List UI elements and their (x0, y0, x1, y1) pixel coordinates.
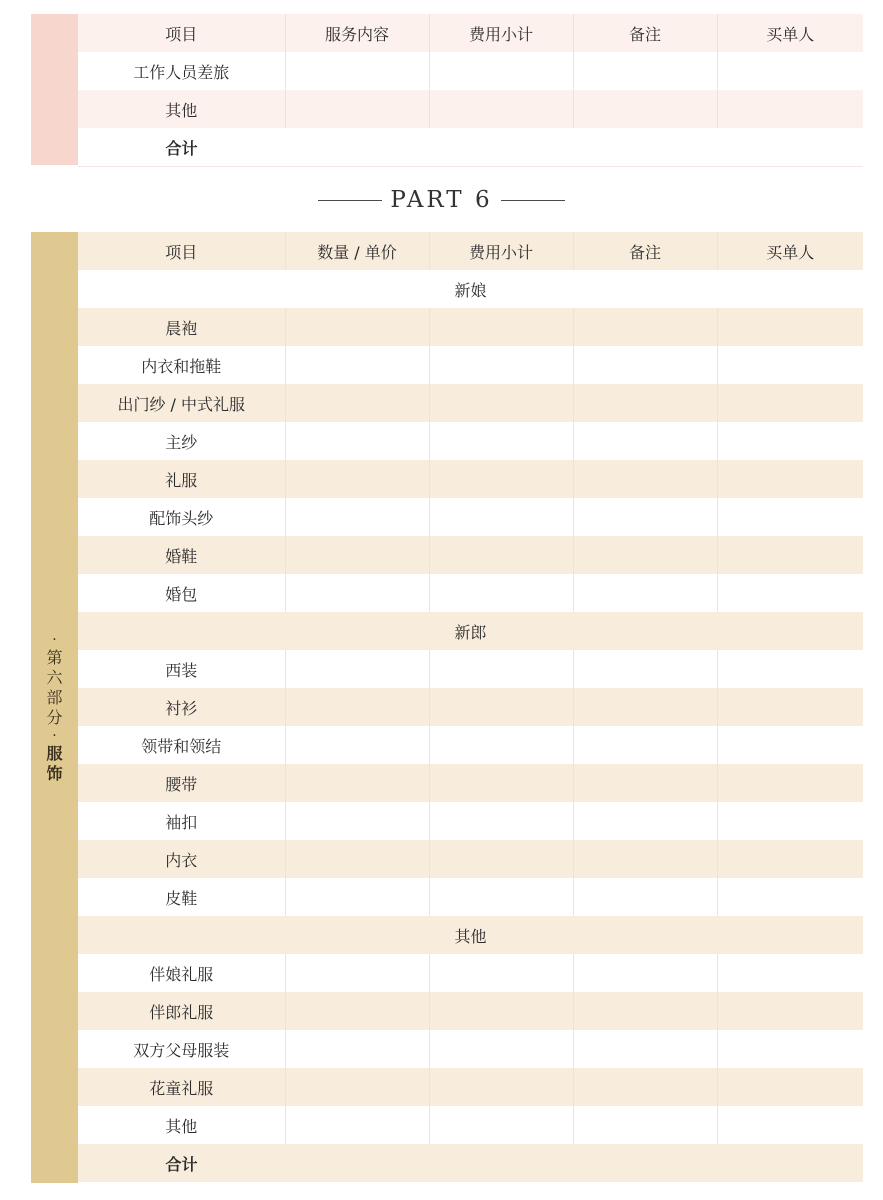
cell-qty-price[interactable] (285, 460, 429, 498)
cell-subtotal[interactable] (429, 992, 573, 1030)
cell-notes[interactable] (573, 460, 717, 498)
table-row (78, 422, 863, 460)
cell-qty-price[interactable] (285, 422, 429, 460)
item-label: 伴娘礼服 (78, 954, 285, 992)
table-row (78, 460, 863, 498)
cell-subtotal[interactable] (429, 422, 573, 460)
cell-payer[interactable] (717, 346, 863, 384)
header-payer: 买单人 (717, 14, 863, 52)
header-item: 项目 (78, 14, 285, 52)
table-row (78, 878, 863, 916)
cell-notes[interactable] (573, 536, 717, 574)
cell-payer[interactable] (717, 460, 863, 498)
item-label: 花童礼服 (78, 1068, 285, 1106)
part6-table (78, 232, 863, 1182)
cell-payer[interactable] (717, 954, 863, 992)
cell-notes[interactable] (573, 992, 717, 1030)
cell-subtotal[interactable] (429, 650, 573, 688)
cell-subtotal[interactable] (429, 498, 573, 536)
item-label: 皮鞋 (78, 878, 285, 916)
cell-payer[interactable] (717, 574, 863, 612)
table-row (78, 52, 863, 90)
cell-notes[interactable] (573, 764, 717, 802)
cell-service[interactable] (285, 90, 429, 128)
item-label: 配饰头纱 (78, 498, 285, 536)
cell-payer[interactable] (717, 992, 863, 1030)
cell-subtotal[interactable] (429, 954, 573, 992)
table-row (78, 1068, 863, 1106)
group-row (78, 270, 863, 308)
cell-qty-price[interactable] (285, 878, 429, 916)
label-char: 六 (46, 667, 63, 687)
cell-qty-price[interactable] (285, 498, 429, 536)
table-row (78, 688, 863, 726)
cell-qty-price[interactable] (285, 764, 429, 802)
part5-sidebar (31, 14, 78, 165)
part-heading (0, 183, 883, 217)
cell-notes[interactable] (573, 52, 717, 90)
item-label: 其他 (78, 90, 285, 128)
total-label: 合计 (78, 128, 285, 167)
cell-subtotal[interactable] (429, 1106, 573, 1144)
cell-qty-price[interactable] (285, 650, 429, 688)
table-row (78, 1030, 863, 1068)
cell-payer[interactable] (717, 90, 863, 128)
table-row (78, 574, 863, 612)
cell-qty-price[interactable] (285, 308, 429, 346)
item-label: 领带和领结 (78, 726, 285, 764)
item-label: 双方父母服装 (78, 1030, 285, 1068)
table-row (78, 308, 863, 346)
cell-notes[interactable] (573, 384, 717, 422)
cell-payer[interactable] (717, 422, 863, 460)
table-row (78, 536, 863, 574)
item-label: 婚鞋 (78, 536, 285, 574)
cell-subtotal[interactable] (429, 384, 573, 422)
item-label: 伴郎礼服 (78, 992, 285, 1030)
cell-qty-price[interactable] (285, 802, 429, 840)
cell-qty-price[interactable] (285, 726, 429, 764)
item-label: 礼服 (78, 460, 285, 498)
table-row (78, 954, 863, 992)
part6-sidebar (31, 232, 78, 1183)
label-char: 第 (46, 647, 63, 667)
cell-subtotal[interactable] (429, 536, 573, 574)
cell-notes[interactable] (573, 802, 717, 840)
cell-subtotal[interactable] (429, 90, 573, 128)
cell-payer[interactable] (717, 764, 863, 802)
cell-notes[interactable] (573, 346, 717, 384)
cell-payer[interactable] (717, 1030, 863, 1068)
group-title: 新郎 (78, 612, 863, 650)
table-row (78, 498, 863, 536)
cell-payer[interactable] (717, 498, 863, 536)
cell-notes[interactable] (573, 422, 717, 460)
table-row (78, 726, 863, 764)
cell-payer[interactable] (717, 688, 863, 726)
table-row (78, 346, 863, 384)
table-row (78, 384, 863, 422)
table-row (78, 802, 863, 840)
heading-rule-left (318, 200, 382, 201)
table-row (78, 764, 863, 802)
group-row (78, 612, 863, 650)
part-title: PART 6 (390, 187, 493, 213)
header-service: 服务内容 (285, 14, 429, 52)
part5-table (78, 14, 863, 167)
table-row (78, 992, 863, 1030)
item-label: 西装 (78, 650, 285, 688)
header-payer: 买单人 (717, 232, 863, 270)
label-char: 服 (46, 743, 63, 763)
cell-qty-price[interactable] (285, 1030, 429, 1068)
cell-notes[interactable] (573, 498, 717, 536)
cell-payer[interactable] (717, 52, 863, 90)
cell-notes[interactable] (573, 650, 717, 688)
header-item: 项目 (78, 232, 285, 270)
cell-payer[interactable] (717, 840, 863, 878)
total-value-cell[interactable] (285, 1144, 863, 1182)
cell-notes[interactable] (573, 840, 717, 878)
cell-qty-price[interactable] (285, 840, 429, 878)
item-label: 主纱 (78, 422, 285, 460)
cell-payer[interactable] (717, 536, 863, 574)
header-subtotal: 费用小计 (429, 14, 573, 52)
group-title: 其他 (78, 916, 863, 954)
cell-subtotal[interactable] (429, 346, 573, 384)
header-notes: 备注 (573, 232, 717, 270)
cell-qty-price[interactable] (285, 992, 429, 1030)
cell-subtotal[interactable] (429, 574, 573, 612)
cell-payer[interactable] (717, 726, 863, 764)
label-char: 分 (46, 707, 63, 727)
header-subtotal: 费用小计 (429, 232, 573, 270)
table-header-row (78, 14, 863, 52)
cell-subtotal[interactable] (429, 726, 573, 764)
cell-qty-price[interactable] (285, 1068, 429, 1106)
total-row (78, 128, 863, 167)
heading-rule-right (501, 200, 565, 201)
cell-qty-price[interactable] (285, 1106, 429, 1144)
cell-notes[interactable] (573, 726, 717, 764)
total-row (78, 1144, 863, 1182)
cell-notes[interactable] (573, 878, 717, 916)
header-notes: 备注 (573, 14, 717, 52)
cell-notes[interactable] (573, 688, 717, 726)
section-vertical-label (46, 632, 62, 784)
cell-notes[interactable] (573, 308, 717, 346)
cell-payer[interactable] (717, 1068, 863, 1106)
item-label: 工作人员差旅 (78, 52, 285, 90)
cell-service[interactable] (285, 52, 429, 90)
cell-subtotal[interactable] (429, 840, 573, 878)
item-label: 内衣和拖鞋 (78, 346, 285, 384)
table-row (78, 1106, 863, 1144)
cell-notes[interactable] (573, 90, 717, 128)
cell-notes[interactable] (573, 574, 717, 612)
label-char: 部 (46, 687, 63, 707)
cell-notes[interactable] (573, 1106, 717, 1144)
total-label: 合计 (78, 1144, 285, 1182)
item-label: 晨袍 (78, 308, 285, 346)
cell-subtotal[interactable] (429, 802, 573, 840)
item-label: 内衣 (78, 840, 285, 878)
cell-qty-price[interactable] (285, 954, 429, 992)
table-row (78, 650, 863, 688)
item-label: 衬衫 (78, 688, 285, 726)
table-row (78, 840, 863, 878)
label-char: · (52, 631, 57, 648)
cell-subtotal[interactable] (429, 52, 573, 90)
cell-notes[interactable] (573, 954, 717, 992)
cell-payer[interactable] (717, 650, 863, 688)
item-label: 出门纱 / 中式礼服 (78, 384, 285, 422)
group-row (78, 916, 863, 954)
group-title: 新娘 (78, 270, 863, 308)
cell-notes[interactable] (573, 1068, 717, 1106)
cell-payer[interactable] (717, 802, 863, 840)
item-label: 腰带 (78, 764, 285, 802)
cell-subtotal[interactable] (429, 460, 573, 498)
cell-subtotal[interactable] (429, 878, 573, 916)
cell-subtotal[interactable] (429, 764, 573, 802)
item-label: 其他 (78, 1106, 285, 1144)
table-row (78, 90, 863, 128)
header-qty-price: 数量 / 单价 (285, 232, 429, 270)
cell-payer[interactable] (717, 384, 863, 422)
cell-qty-price[interactable] (285, 536, 429, 574)
cell-qty-price[interactable] (285, 384, 429, 422)
cell-qty-price[interactable] (285, 688, 429, 726)
item-label: 婚包 (78, 574, 285, 612)
cell-payer[interactable] (717, 1106, 863, 1144)
total-value-cell[interactable] (285, 128, 863, 167)
cell-payer[interactable] (717, 878, 863, 916)
cell-qty-price[interactable] (285, 574, 429, 612)
label-char: 饰 (46, 763, 63, 783)
item-label: 袖扣 (78, 802, 285, 840)
cell-qty-price[interactable] (285, 346, 429, 384)
label-char: · (52, 727, 57, 744)
cell-subtotal[interactable] (429, 1030, 573, 1068)
cell-notes[interactable] (573, 1030, 717, 1068)
cell-subtotal[interactable] (429, 308, 573, 346)
table-header-row (78, 232, 863, 270)
cell-subtotal[interactable] (429, 688, 573, 726)
cell-payer[interactable] (717, 308, 863, 346)
cell-subtotal[interactable] (429, 1068, 573, 1106)
